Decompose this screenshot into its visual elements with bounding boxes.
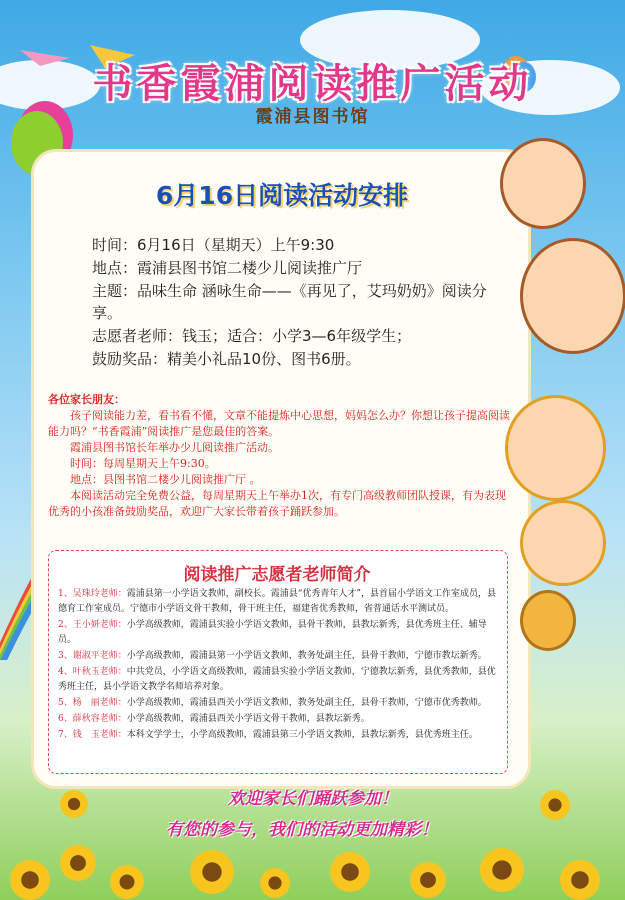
notice-paragraph: 孩子阅读能力差，看书看不懂，文章不能提炼中心思想，妈妈怎么办？你想让孩子提高阅读能力吗？“书香霞浦”阅读推广是您最佳的答案。 xyxy=(48,409,510,438)
event-theme: 主题：品味生命 涵咏生命——《再见了，艾玛奶奶》阅读分享。 xyxy=(92,282,487,322)
list-item xyxy=(58,728,498,743)
list-item xyxy=(58,712,498,727)
teacher-list xyxy=(58,587,498,744)
event-prizes: 鼓励奖品：精美小礼品10份、图书6册。 xyxy=(92,350,361,368)
teacher-desc: 霞浦县第一小学语文教师，副校长。霞浦县“优秀青年人才”，县首届小学语文工作室成员，县德育工作室成员。宁德市小学语文骨干教师，骨干班主任，福建省优秀教师，省普通话水平测试员。 xyxy=(58,589,496,614)
event-details xyxy=(92,234,512,371)
list-item xyxy=(58,587,498,617)
child-face-icon xyxy=(520,500,606,586)
teacher-name: 4、叶秋玉老师： xyxy=(58,667,127,677)
list-item xyxy=(58,696,498,711)
page-title: 书香霞浦阅读推广活动 xyxy=(92,60,533,107)
sunflower-icon xyxy=(60,845,96,881)
teacher-desc: 中共党员，小学语文高级教师，霞浦县实验小学语文教师，宁德教坛新秀，县优秀教师，县优秀班主任，县小学语文教学名师培养对象。 xyxy=(58,667,496,692)
sunflower-icon xyxy=(410,862,446,898)
event-heading: 6月16日阅读活动安排 xyxy=(155,181,409,210)
notice-paragraph: 地点：县图书馆二楼少儿阅读推广厅 。 xyxy=(70,473,261,486)
library-name: 霞浦县图书馆 xyxy=(255,107,370,127)
list-item xyxy=(58,649,498,664)
participation-slogan: 有您的参与，我们的活动更加精彩！ xyxy=(166,820,438,840)
teacher-desc: 小学高级教师，霞浦县实验小学语文教师，县骨干教师，县教坛新秀，县优秀班主任、辅导员。 xyxy=(58,620,487,645)
teacher-desc: 小学高级教师，霞浦县西关小学语文教师，教务处副主任，县骨干教师，宁德市优秀教师。 xyxy=(126,698,487,708)
teacher-desc: 小学高级教师，霞浦县西关小学语文骨干教师，县教坛新秀。 xyxy=(126,714,370,724)
teacher-name: 3、谢淑平老师： xyxy=(58,651,127,661)
sunflower-icon xyxy=(110,865,144,899)
notice-paragraph: 霞浦县图书馆长年举办少儿阅读推广活动。 xyxy=(70,441,279,454)
teacher-desc: 本科文学学士，小学高级教师，霞浦县第三小学语文教师，县教坛新秀，县优秀班主任。 xyxy=(126,730,478,740)
parent-notice xyxy=(48,392,516,520)
event-time: 时间：6月16日（星期天）上午9:30 xyxy=(92,236,335,254)
welcome-slogan: 欢迎家长们踊跃参加！ xyxy=(228,789,398,809)
child-face-icon xyxy=(500,138,586,229)
sunflower-icon xyxy=(260,868,290,898)
list-item xyxy=(58,618,498,648)
event-location: 地点：霞浦县图书馆二楼少儿阅读推广厅 xyxy=(92,259,363,277)
teacher-name: 1、吴珠玲老师： xyxy=(58,589,127,599)
sunflower-icon xyxy=(60,790,88,818)
sunflower-icon xyxy=(560,860,600,900)
child-face-icon xyxy=(520,238,625,354)
notice-paragraph: 时间：每周星期天上午9:30。 xyxy=(70,457,216,470)
teacher-name: 5、杨 丽老师： xyxy=(58,698,127,708)
notice-paragraph: 本阅读活动完全免费公益，每周星期天上午举办1次，有专门高级教师团队授课，有为表现优秀的小孩准备鼓励奖品，欢迎广大家长带着孩子踊跃参加。 xyxy=(48,489,506,518)
sunflower-icon xyxy=(330,852,370,892)
bear-icon xyxy=(520,590,576,651)
sunflower-icon xyxy=(190,850,234,894)
child-face-icon xyxy=(505,395,606,501)
sunflower-icon xyxy=(10,860,50,900)
sunflower-icon xyxy=(540,790,570,820)
teacher-name: 7、钱 玉老师： xyxy=(58,730,127,740)
event-volunteer: 志愿者老师：钱玉；适合：小学3—6年级学生； xyxy=(92,327,412,345)
teacher-desc: 小学高级教师，霞浦县第一小学语文教师，教务处副主任，县骨干教师，宁德市教坛新秀。 xyxy=(126,651,487,661)
teacher-name: 2、王小妍老师： xyxy=(58,620,127,630)
teacher-name: 6、薛秋容老师： xyxy=(58,714,127,724)
teacher-intro-title: 阅读推广志愿者老师简介 xyxy=(183,565,371,585)
list-item xyxy=(58,665,498,695)
sunflower-icon xyxy=(480,848,524,892)
notice-salutation: 各位家长朋友： xyxy=(48,393,125,406)
